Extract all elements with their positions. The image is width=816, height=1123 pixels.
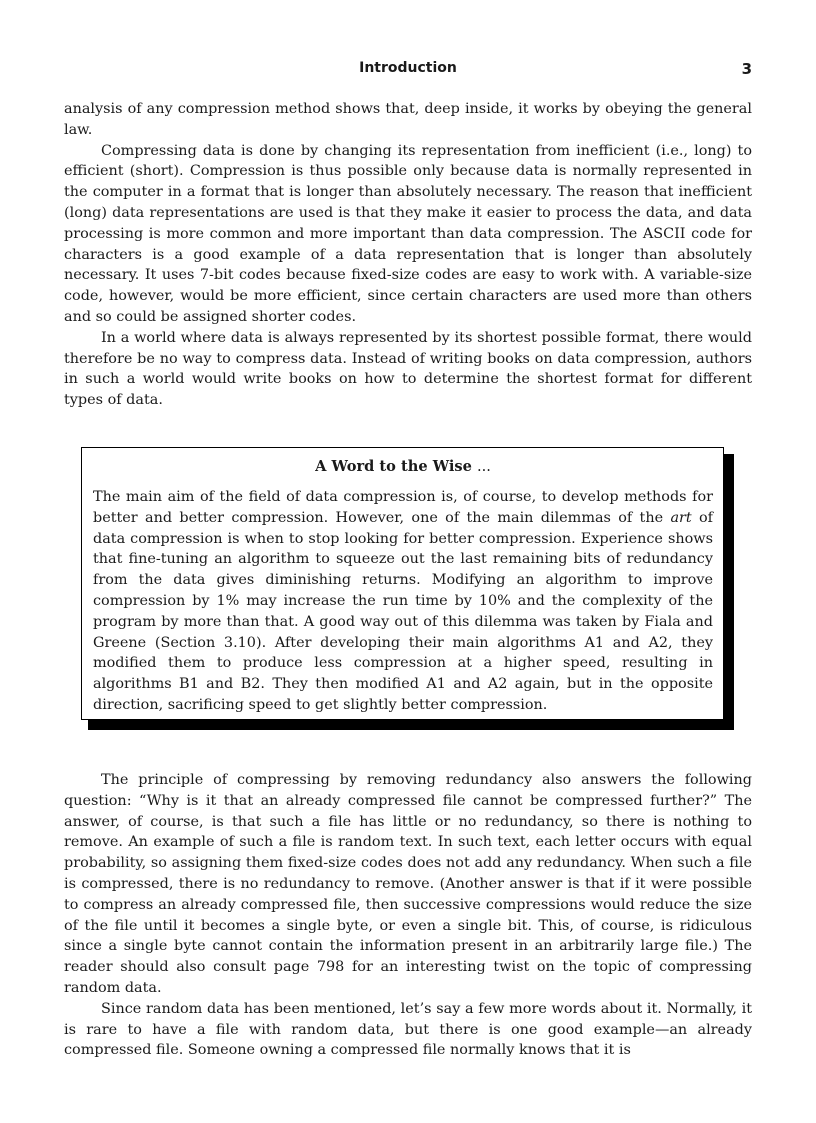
sidebar-text-part: The main aim of the field of data compression is, of course, to develop methods for better and better compression. However, one of the main dilemmas of the xyxy=(93,489,713,526)
paragraph: analysis of any compression method shows that, deep inside, it works by obeying the general law. xyxy=(64,101,752,138)
sidebar-title-dots: ... xyxy=(476,458,491,475)
paragraph: Compressing data is done by changing its representation from inefficient (i.e., long) to efficient (short). Compression is thus possible only because data is normally represented in the computer in a format that is longer than absolutely necessary. The reason that inefficient (long) data representations are used is that they make it easier to process the data, and data processing is more common and more important than data compression. The ASCII code for characters is a good example of a data representation that is longer than absolutely necessary. It uses 7-bit codes because fixed-size codes are easy to work with. A variable-size code, however, would be more efficient, since certain characters are used more than others and so could be assigned shorter codes. xyxy=(64,142,752,325)
paragraph: Since random data has been mentioned, let’s say a few more words about it. Normally, it is rare to have a file with random data, but there is one good example—an already compressed file. Someone owning a compressed file normally knows that it is xyxy=(64,1000,752,1059)
sidebar-title-text: A Word to the Wise xyxy=(315,458,472,475)
chapter-title: Introduction xyxy=(359,60,457,76)
text-section-top xyxy=(64,99,752,411)
text-section-bottom xyxy=(64,770,752,1061)
paragraph: The principle of compressing by removing redundancy also answers the following question: “Why is it that an already compressed file cannot be compressed further?” The answer, of course, is that such a file has little or no redundancy, so there is nothing to remove. An example of such a file is random text. In such text, each letter occurs with equal probability, so assigning them fixed-size codes does not add any redundancy. When such a file is compressed, there is no redundancy to remove. (Another answer is that if it were possible to compress an already compressed file, then successive compressions would reduce the size of the file until it becomes a single byte, or even a single bit. This, of course, is ridiculous since a single byte cannot contain the information present in an arbitrarily large file.) The reader should also consult page 798 for an interesting twist on the topic of compressing random data. xyxy=(64,772,752,996)
running-header xyxy=(64,60,752,80)
sidebar-text-part: of data compression is when to stop looking for better compression. Experience shows that fine-tuning an algorithm to squeeze out the last remaining bits of redundancy from the data gives diminishing returns. Modifying an algorithm to improve compression by 1% may increase the run time by 10% and the complexity of the program by more than that. A good way out of this dilemma was taken by Fiala and Greene (Section 3.10). After developing their main algorithms A1 and A2, they modified them to produce less compression at a higher speed, resulting in algorithms B1 and B2. They then modified A1 and A2 again, but in the opposite direction, sacrificing speed to get slightly better compression. xyxy=(93,509,713,713)
sidebar-title xyxy=(93,457,713,477)
page-number: 3 xyxy=(741,60,752,78)
sidebar-text xyxy=(93,487,713,716)
sidebar-box xyxy=(81,447,724,720)
paragraph: In a world where data is always represented by its shortest possible format, there would therefore be no way to compress data. Instead of writing books on data compression, authors in such a world would write books on how to determine the shortest format for different types of data. xyxy=(64,329,752,409)
sidebar-emphasis: art xyxy=(670,509,692,526)
